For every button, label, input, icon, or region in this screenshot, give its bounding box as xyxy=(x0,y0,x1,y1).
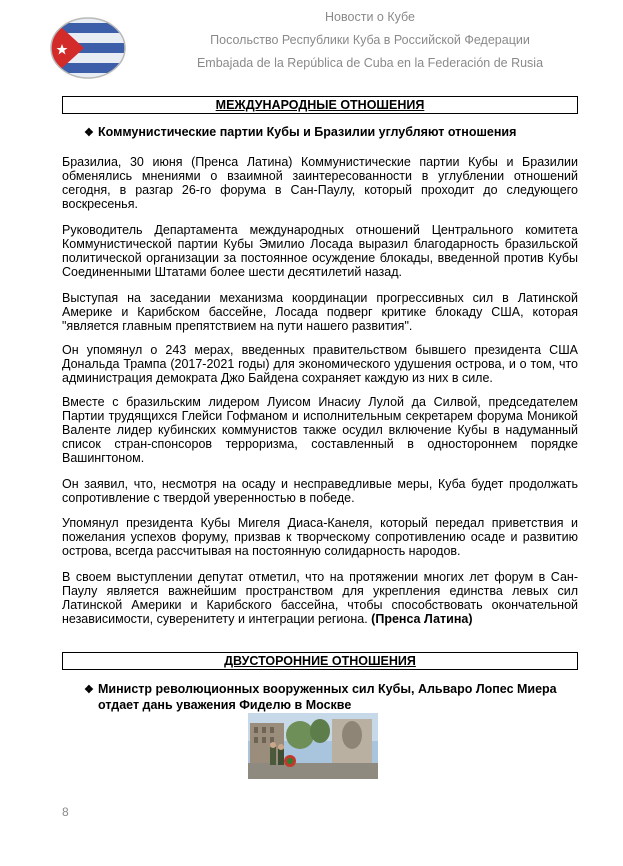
headline-text: Коммунистические партии Кубы и Бразилии углубляют отношения xyxy=(98,125,517,139)
section-title-bilateral: ДВУСТОРОННИЕ ОТНОШЕНИЯ xyxy=(62,652,578,670)
paragraph-8-text: В своем выступлении депутат отметил, что на протяжении многих лет форум в Сан-Паулу является важнейшим пространством для укрепления единства левых сил Латинской Америки и Карибского бассейна, чтобы способствовать окончательной независимости, суверенитету и интеграции региона. xyxy=(62,570,578,626)
section-title-international: МЕЖДУНАРОДНЫЕ ОТНОШЕНИЯ xyxy=(62,96,578,114)
header-embassy-es: Embajada de la República de Cuba en la Federación de Rusia xyxy=(196,56,544,70)
paragraph-1: Бразилиа, 30 июня (Пренса Латина) Коммунистические партии Кубы и Бразилии обменялись мнениями о взаимной заинтересованности в углублении отношений сегодня, в разгар 26-го форума в Сан-Паулу, который проходит до следующего воскресенья. xyxy=(62,155,578,211)
paragraph-6: Он заявил, что, несмотря на осаду и несправедливые меры, Куба будет продолжать сопротивление с твердой уверенностью в победе. xyxy=(62,477,578,505)
paragraph-8 xyxy=(62,570,578,626)
header-embassy-ru: Посольство Республики Куба в Российской Федерации xyxy=(210,33,530,47)
paragraph-2: Руководитель Департамента международных отношений Центрального комитета Коммунистической партии Кубы Эмилио Лосада выразил благодарность бразильской политической организации за постоянное осуждение блокады, введенной против Кубы Соединенными Штатами более шести десятилетий назад. xyxy=(62,223,578,279)
article-headline xyxy=(84,125,516,141)
header-title: Новости о Кубе xyxy=(325,10,415,24)
page-number: 8 xyxy=(62,805,69,819)
wreath-ceremony-photo xyxy=(248,713,378,779)
diamond-bullet-icon: ❖ xyxy=(84,684,94,696)
paragraph-4: Он упомянул о 243 мерах, введенных правительством бывшего президента США Дональда Трампа (2017-2021 годы) для экономического удушения острова, и о том, что администрация демократа Джо Байдена сохраняет каждую из них в силе. xyxy=(62,343,578,385)
diamond-bullet-icon: ❖ xyxy=(84,127,94,139)
source-label: (Пренса Латина) xyxy=(371,612,473,626)
paragraph-7: Упомянул президента Кубы Мигеля Диаса-Канеля, который передал приветствия и пожелания успехов форуму, призвав к творческому сопротивлению осаде и развитию острова, всегда рассчитывая на постоянную солидарность народов. xyxy=(62,516,578,558)
cuban-flag-logo-icon xyxy=(50,17,126,79)
headline-2-line2: отдает дань уважения Фиделю в Москве xyxy=(98,698,352,712)
article-headline-2 xyxy=(84,682,557,713)
paragraph-3: Выступая на заседании механизма координации прогрессивных сил в Латинской Америке и Карибском бассейне, Лосада подверг критике блокаду США, которая "является главным препятствием на пути нашего развития". xyxy=(62,291,578,333)
headline-2-line1: Министр революционных вооруженных сил Кубы, Альваро Лопес Миера xyxy=(98,682,557,696)
paragraph-5: Вместе с бразильским лидером Луисом Инасиу Лулой да Силвой, председателем Партии трудящихся Глейси Гофманом и исполнительным секретарем форума Моникой Валенте лидер кубинских коммунистов также осудил включение Кубы в надуманный список стран-спонсоров терроризма, составленный в одностороннем порядке Вашингтоном. xyxy=(62,395,578,465)
